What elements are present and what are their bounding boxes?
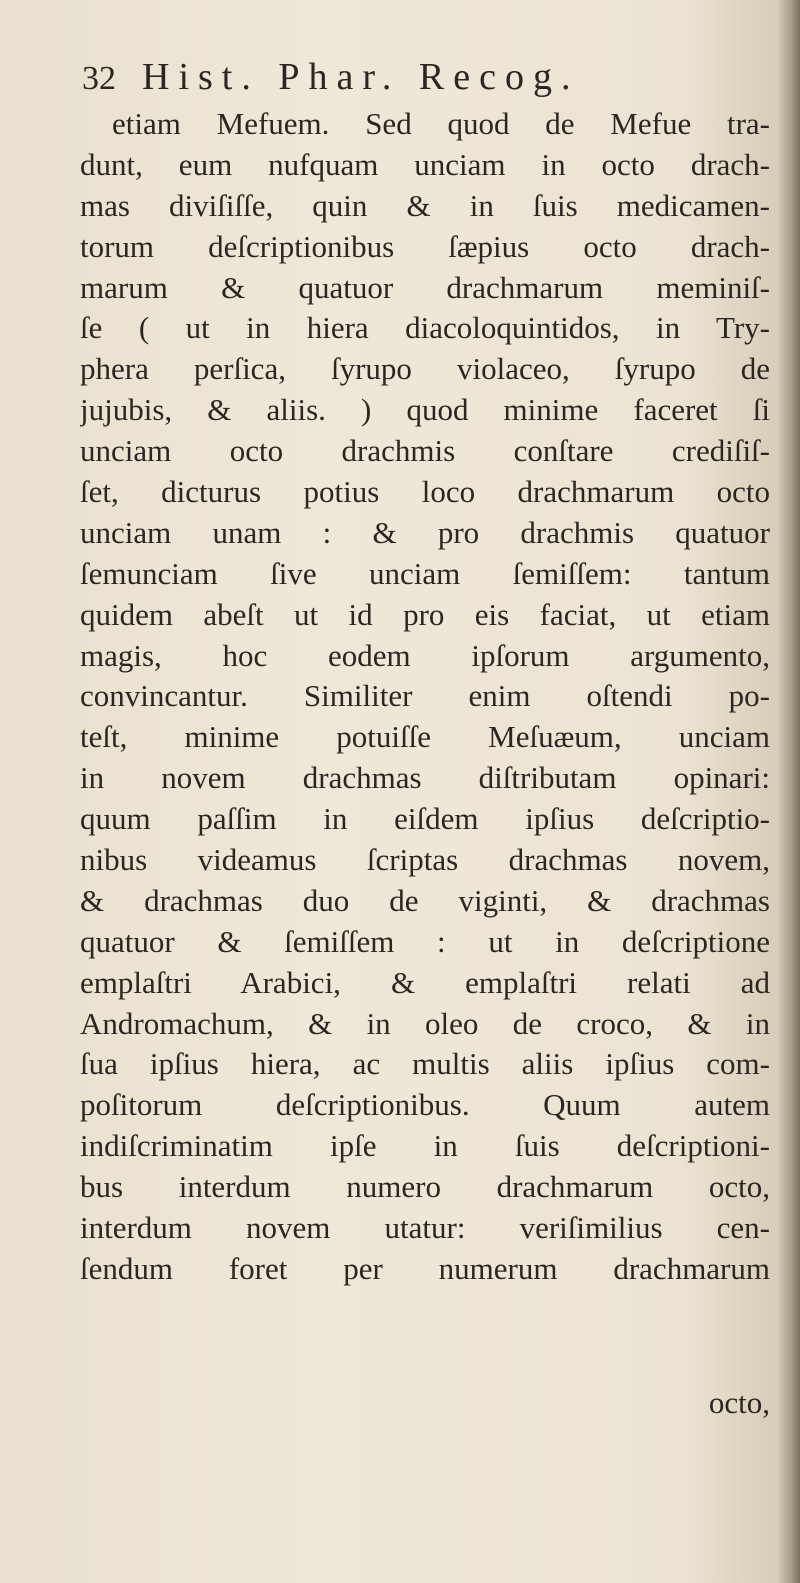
text-line: in novem drachmas diſtributam opinari: (80, 760, 770, 796)
text-line: ſe ( ut in hiera diacoloquintidos, in Try- (80, 310, 770, 346)
text-line: unciam octo drachmis conſtare crediſiſ- (80, 433, 770, 469)
text-line: phera perſica, ſyrupo violaceo, ſyrupo de (80, 351, 770, 387)
page-edge-shadow (778, 0, 800, 1583)
text-line: dunt, eum nufquam unciam in octo drach- (80, 146, 770, 182)
catchword: octo, (708, 1385, 770, 1420)
text-line: jujubis, & aliis. ) quod minime faceret ſi (80, 392, 770, 428)
text-line: ſua ipſius hiera, ac multis aliis ipſius com- (80, 1046, 770, 1082)
text-line: torum deſcriptionibus ſæpius octo drach- (80, 228, 770, 264)
page-number: 32 (82, 60, 116, 97)
text-line: ſet, dicturus potius loco drachmarum octo (80, 474, 770, 510)
text-line: quatuor & ſemiſſem : ut in deſcriptione (80, 923, 770, 959)
text-line: ſemunciam ſive unciam ſemiſſem: tantum (80, 555, 770, 591)
text-line: etiam Mefuem. Sed quod de Mefue tra- (112, 106, 770, 141)
text-line: emplaſtri Arabici, & emplaſtri relati ad (80, 964, 770, 1000)
text-line: indiſcriminatim ipſe in ſuis deſcriptioni- (80, 1128, 770, 1164)
text-line: mas diviſiſſe, quin & in ſuis medicamen- (80, 187, 770, 223)
text-line: bus interdum numero drachmarum octo, (80, 1169, 770, 1205)
text-line: unciam unam : & pro drachmis quatuor (80, 514, 770, 550)
text-line: quum paſſim in eiſdem ipſius deſcriptio- (80, 801, 770, 837)
text-line: convincantur. Similiter enim oſtendi po- (80, 678, 770, 714)
text-line: poſitorum deſcriptionibus. Quum autem (80, 1087, 770, 1123)
running-head: Hist. Phar. Recog. (142, 56, 580, 98)
text-line: ſendum foret per numerum drachmarum (80, 1250, 770, 1286)
text-line: nibus videamus ſcriptas drachmas novem, (80, 842, 770, 878)
body-text (80, 104, 770, 1290)
text-line: & drachmas duo de viginti, & drachmas (80, 882, 770, 918)
text-line: interdum novem utatur: veriſimilius cen- (80, 1210, 770, 1246)
text-line: magis, hoc eodem ipſorum argumento, (80, 637, 770, 673)
page-header (82, 55, 742, 107)
text-line: Andromachum, & in oleo de croco, & in (80, 1005, 770, 1041)
text-line: teſt, minime potuiſſe Meſuæum, unciam (80, 719, 770, 755)
text-line: marum & quatuor drachmarum meminiſ- (80, 269, 770, 305)
text-line: quidem abeſt ut id pro eis faciat, ut etiam (80, 596, 770, 632)
